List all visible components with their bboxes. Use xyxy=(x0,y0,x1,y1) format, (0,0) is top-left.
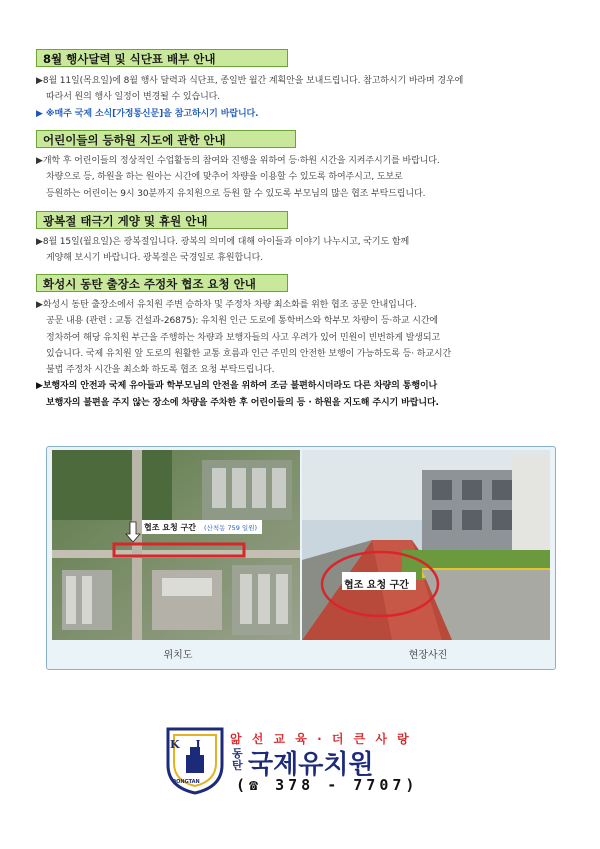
section-title-calendar: 8월 행사달력 및 식단표 배부 안내 xyxy=(36,49,288,67)
body-line: 불법 주정차 시간을 최소화 하도록 협조 요청 부탁드립니다. xyxy=(46,365,275,376)
body-line: 등원하는 어린이는 9시 30분까지 유치원으로 등원 할 수 있도록 부모님의 많은 협조 부탁드립니다. xyxy=(46,188,426,199)
section-title-parking: 화성시 동탄 출장소 주정차 협조 요청 안내 xyxy=(36,274,288,292)
body-line: 따라서 원의 행사 일정이 변경될 수 있습니다. xyxy=(46,92,221,103)
body-line: 차량으로 등, 하원을 하는 원아는 시간에 맞추어 차량을 이용할 수 있도록 하여주시고, 도보로 xyxy=(46,172,403,183)
tan-char: 탄 xyxy=(232,759,243,772)
body-line: 있습니다. 국제 유치원 앞 도로의 원활한 교통 흐름과 인근 주민의 안전한 보행이 가능하도록 등· 하교시간 xyxy=(46,348,452,359)
school-phone: (☎ 378 - 7707) xyxy=(236,776,419,794)
section-body-attendance xyxy=(36,153,566,202)
body-line: ▶화성시 동탄 출장소에서 유치원 주변 승하차 및 주정차 차량 최소화를 위한 협조 공문 안내입니다. xyxy=(36,300,417,310)
section-title-attendance: 어린이들의 등하원 지도에 관한 안내 xyxy=(36,130,296,148)
body-line: ▶개학 후 어린이들의 정상적인 수업활동의 참여와 진행을 위하여 등·하원 시간을 지켜주시기를 바랍니다. xyxy=(36,156,440,166)
map-label: 협조 요청 구간 xyxy=(144,523,196,532)
body-line: 정차하여 해당 유치원 부근을 주행하는 차량과 보행자들의 사고 우려가 있어 민원이 빈번하게 발생되고 xyxy=(46,332,441,343)
body-line: 공문 내용 (관련 : 교통 건설과-26875): 유치원 인근 도로에 통학버스와 학부모 차량이 등·하교 시간에 xyxy=(46,316,439,327)
aerial-map-image xyxy=(52,450,300,640)
body-line: 게양해 보시기 바랍니다. 광복절은 국경일로 휴원합니다. xyxy=(46,253,263,264)
school-name: 국제유치원 xyxy=(248,750,374,780)
dongtan-vertical xyxy=(232,748,243,772)
street-caption: 현장사진 xyxy=(408,650,448,661)
section-body-liberation-day xyxy=(36,234,566,267)
dong-char: 동 xyxy=(232,747,243,760)
logo-text: DONGTAN xyxy=(172,779,200,785)
logo-letters: K J xyxy=(170,738,207,751)
map-sublabel: (산척동 759 일원) xyxy=(204,524,258,532)
map-caption: 위치도 xyxy=(163,650,193,661)
street-photo-image xyxy=(302,450,550,640)
section-title-liberation-day: 광복절 태극기 게양 및 휴원 안내 xyxy=(36,211,288,229)
body-line-bold: 보행자의 불편을 주지 않는 장소에 차량을 주차한 후 어린이들의 등 · 하원을 지도해 주시기 바랍니다. xyxy=(46,397,439,408)
body-line: ▶8월 11일(목요일)에 8월 행사 달력과 식단표, 종일반 월간 계획안을 보내드립니다. 참고하시기 바라며 경우에 xyxy=(36,76,464,86)
section-body-parking xyxy=(36,297,566,411)
slogan-text: 앎 선 교 육 · 더 큰 사 랑 xyxy=(230,732,412,746)
body-line-bold: ▶보행자의 안전과 국제 유아들과 학부모님의 안전을 위하여 조금 불편하시더라도 다른 차량의 통행이나 xyxy=(36,381,438,392)
notice-note: ▶ ※매주 국제 소식[가정통신문]을 참고하시기 바랍니다. xyxy=(36,108,259,119)
street-label: 협조 요청 구간 xyxy=(344,580,409,591)
section-body-calendar xyxy=(36,73,566,122)
body-line: ▶8월 15일(월요일)은 광복절입니다. 광복의 의미에 대해 아이들과 이야기 나누시고, 국기도 함께 xyxy=(36,237,410,247)
